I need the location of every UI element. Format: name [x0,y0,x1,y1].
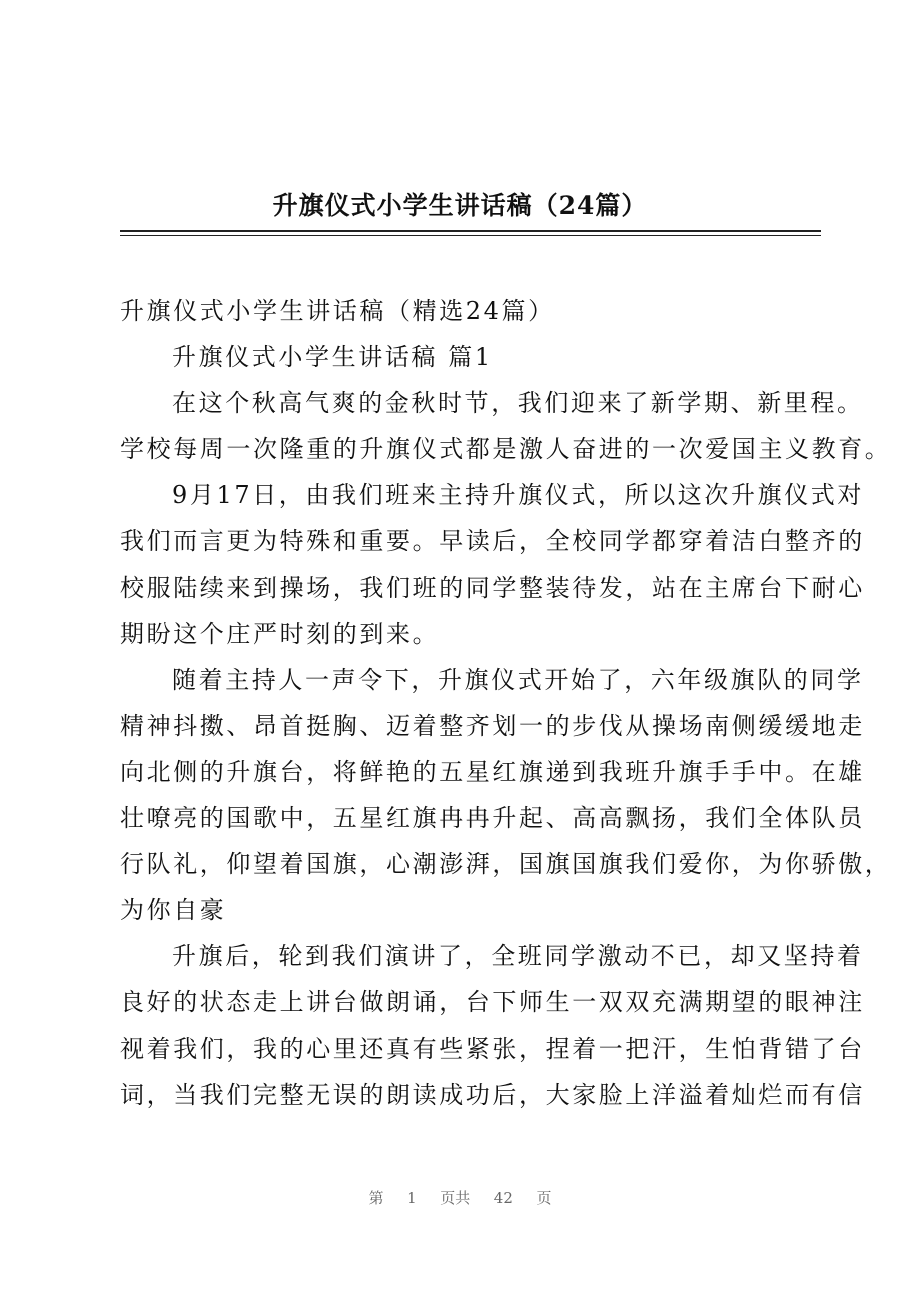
footer-prefix: 第 [368,1189,384,1207]
paragraph-line: 9月17日，由我们班来主持升旗仪式，所以这次升旗仪式对 [172,481,865,510]
paragraph-line: 向北侧的升旗台，将鲜艳的五星红旗递到我班升旗手手中。在雄 [120,757,865,786]
paragraph-line: 词，当我们完整无误的朗读成功后，大家脸上洋溢着灿烂而有信 [120,1080,865,1109]
page-footer [0,1186,920,1210]
footer-current-page: 1 [407,1189,417,1207]
section-heading: 升旗仪式小学生讲话稿 篇1 [172,343,493,372]
subtitle-line: 升旗仪式小学生讲话稿（精选24篇） [120,297,555,325]
paragraph-line: 学校每周一次隆重的升旗仪式都是激人奋进的一次爱国主义教育。 [120,435,892,464]
footer-total-pages: 42 [493,1189,513,1207]
paragraph-line: 良好的状态走上讲台做朗诵，台下师生一双双充满期望的眼神注 [120,988,865,1017]
paragraph-line: 视着我们，我的心里还真有些紧张，捏着一把汗，生怕背错了台 [120,1034,865,1063]
paragraph-line: 期盼这个庄严时刻的到来。 [120,619,440,648]
paragraph-line: 随着主持人一声令下，升旗仪式开始了，六年级旗队的同学 [172,665,864,694]
title-underline-thick [120,230,821,232]
document-body [120,288,892,1118]
paragraph-line: 行队礼，仰望着国旗，心潮澎湃，国旗国旗我们爱你，为你骄傲， [120,850,892,879]
paragraph-line: 校服陆续来到操场，我们班的同学整装待发，站在主席台下耐心 [120,573,865,602]
paragraph-line: 我们而言更为特殊和重要。早读后，全校同学都穿着洁白整齐的 [120,527,865,556]
paragraph-line: 在这个秋高气爽的金秋时节，我们迎来了新学期、新里程。 [172,389,864,418]
title-underline-thin [120,235,821,236]
paragraph-line: 为你自豪 [120,896,227,925]
footer-middle: 页共 [440,1189,471,1207]
footer-suffix: 页 [536,1189,552,1207]
document-title: 升旗仪式小学生讲话稿（24篇） [272,191,648,220]
paragraph-line: 精神抖擞、昂首挺胸、迈着整齐划一的步伐从操场南侧缓缓地走 [120,711,865,740]
paragraph-line: 壮嘹亮的国歌中，五星红旗冉冉升起、高高飘扬，我们全体队员 [120,804,865,833]
paragraph-line: 升旗后，轮到我们演讲了，全班同学激动不已，却又坚持着 [172,942,864,971]
